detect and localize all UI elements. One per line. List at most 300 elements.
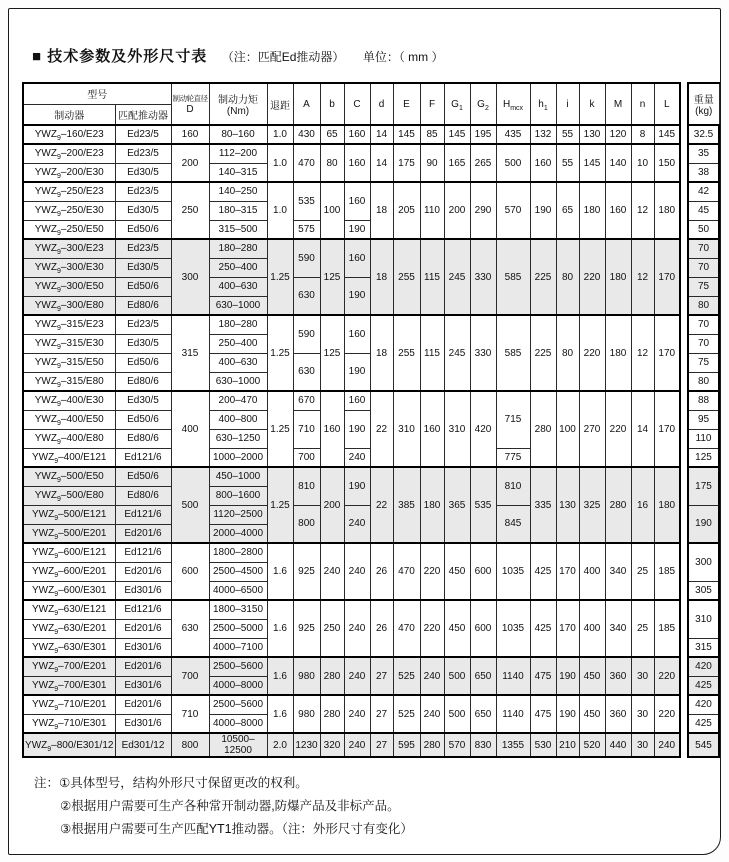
table-cell: 810 — [293, 467, 320, 505]
table-cell: 265 — [470, 144, 496, 182]
table-cell: 190 — [344, 353, 370, 391]
table-cell: Ed301/6 — [115, 638, 171, 657]
table-cell: Ed30/5 — [115, 258, 171, 277]
model-cell: $YWZ_9-300/E30$ — [23, 258, 115, 277]
table-cell: 315–500 — [209, 220, 267, 239]
table-cell: Ed80/6 — [115, 296, 171, 315]
table-cell: 4000–8000 — [209, 676, 267, 695]
table-cell: Ed30/5 — [115, 201, 171, 220]
column-header: 制动轮直径 D — [171, 83, 209, 125]
table-cell: 475 — [530, 695, 556, 733]
table-cell: 185 — [654, 600, 680, 657]
table-cell: 400 — [171, 391, 209, 467]
table-cell: 520 — [579, 733, 605, 757]
table-cell: 360 — [605, 657, 631, 695]
table-cell: 180 — [605, 315, 631, 391]
table-cell: 630 — [171, 600, 209, 657]
table-cell: 180–280 — [209, 239, 267, 258]
table-cell: 1.6 — [267, 695, 293, 733]
table-cell: 310 — [688, 600, 719, 638]
table-cell: Ed201/6 — [115, 657, 171, 676]
table-row — [23, 467, 719, 486]
table-cell: 35 — [688, 144, 719, 163]
column-header: k — [579, 83, 605, 125]
table-cell: 190 — [344, 467, 370, 505]
table-cell: 30 — [631, 733, 654, 757]
column-gap — [680, 448, 688, 467]
column-header: n — [631, 83, 654, 125]
table-row — [23, 543, 719, 562]
model-cell: $YWZ_9-315/E23$ — [23, 315, 115, 334]
table-cell: 160 — [530, 144, 556, 182]
column-header: 退距 — [267, 83, 293, 125]
table-cell: Ed121/6 — [115, 505, 171, 524]
table-cell: Ed50/6 — [115, 277, 171, 296]
table-cell: 26 — [370, 600, 393, 657]
table-cell: 715 — [496, 391, 530, 448]
table-cell: 175 — [688, 467, 719, 505]
table-cell: 1.6 — [267, 600, 293, 657]
table-cell: Ed23/5 — [115, 144, 171, 163]
model-cell: $YWZ_9-600/E301$ — [23, 581, 115, 600]
model-cell: $YWZ_9-300/E23$ — [23, 239, 115, 258]
column-gap — [680, 486, 688, 505]
table-cell: 10 — [631, 144, 654, 182]
table-cell: 220 — [579, 239, 605, 315]
table-cell: 650 — [470, 657, 496, 695]
table-row — [23, 695, 719, 714]
table-cell: 2500–5000 — [209, 619, 267, 638]
table-cell: 240 — [420, 657, 444, 695]
column-gap — [680, 733, 688, 757]
pusher-header: 匹配推动器 — [115, 104, 171, 125]
column-header: 重量 (kg) — [688, 83, 719, 125]
table-cell: 45 — [688, 201, 719, 220]
column-gap — [680, 220, 688, 239]
table-cell: 1800–3150 — [209, 600, 267, 619]
model-cell: $YWZ_9-600/E201$ — [23, 562, 115, 581]
table-cell: 305 — [688, 581, 719, 600]
table-cell: 12 — [631, 182, 654, 239]
header-row-1 — [23, 83, 719, 104]
table-cell: 280 — [320, 695, 344, 733]
column-gap — [680, 676, 688, 695]
table-cell: 50 — [688, 220, 719, 239]
table-cell: 310 — [393, 391, 420, 467]
table-cell: 170 — [654, 239, 680, 315]
table-cell: 195 — [470, 125, 496, 144]
table-cell: 180 — [654, 467, 680, 543]
table-cell: 240 — [344, 733, 370, 757]
table-cell: 470 — [393, 600, 420, 657]
column-gap — [680, 163, 688, 182]
table-cell: 160 — [344, 315, 370, 353]
table-cell: 160 — [605, 182, 631, 239]
table-cell: 190 — [688, 505, 719, 543]
column-gap — [680, 562, 688, 581]
table-cell: 90 — [420, 144, 444, 182]
table-cell: Ed80/6 — [115, 486, 171, 505]
table-cell: 95 — [688, 410, 719, 429]
table-cell: 16 — [631, 467, 654, 543]
column-header: b — [320, 83, 344, 125]
column-gap — [680, 182, 688, 201]
table-cell: 30 — [631, 657, 654, 695]
table-cell: 525 — [393, 695, 420, 733]
table-cell: 290 — [470, 182, 496, 239]
table-cell: 4000–7100 — [209, 638, 267, 657]
table-cell: 600 — [171, 543, 209, 600]
table-cell: 525 — [393, 657, 420, 695]
table-cell: Ed121/6 — [115, 448, 171, 467]
table-cell: 500 — [444, 657, 470, 695]
table-cell: Ed30/5 — [115, 163, 171, 182]
table-cell: 130 — [579, 125, 605, 144]
table-cell: 360 — [605, 695, 631, 733]
table-cell: 55 — [556, 144, 579, 182]
table-cell: 590 — [293, 239, 320, 277]
table-cell: 65 — [556, 182, 579, 239]
table-cell: 450 — [579, 657, 605, 695]
table-cell: 530 — [530, 733, 556, 757]
model-cell: $YWZ_9-400/E80$ — [23, 429, 115, 448]
column-header: i — [556, 83, 579, 125]
table-cell: 470 — [393, 543, 420, 600]
column-header: $H_{mcx}$ — [496, 83, 530, 125]
table-cell: 630–1250 — [209, 429, 267, 448]
table-cell: Ed201/6 — [115, 524, 171, 543]
table-cell: Ed121/6 — [115, 600, 171, 619]
table-cell: 800 — [171, 733, 209, 757]
model-cell: $YWZ_9-315/E50$ — [23, 353, 115, 372]
table-cell: 110 — [688, 429, 719, 448]
table-cell: 25 — [631, 543, 654, 600]
table-cell: 700 — [293, 448, 320, 467]
table-cell: Ed50/6 — [115, 467, 171, 486]
model-group-header: 型号 — [23, 83, 171, 104]
table-cell: 14 — [370, 144, 393, 182]
table-cell: 250–400 — [209, 334, 267, 353]
table-cell: 75 — [688, 277, 719, 296]
table-row — [23, 239, 719, 258]
table-cell: 145 — [579, 144, 605, 182]
table-cell: 500 — [171, 467, 209, 543]
table-cell: 170 — [654, 315, 680, 391]
table-cell: 630 — [293, 277, 320, 315]
table-cell: 700 — [171, 657, 209, 695]
table-cell: 2.0 — [267, 733, 293, 757]
table-cell: 250–400 — [209, 258, 267, 277]
column-header: d — [370, 83, 393, 125]
table-cell: 185 — [654, 543, 680, 600]
table-cell: 420 — [470, 391, 496, 467]
table-cell: 75 — [688, 353, 719, 372]
column-header: $G_2$ — [470, 83, 496, 125]
table-cell: 775 — [496, 448, 530, 467]
table-cell: 435 — [496, 125, 530, 144]
table-cell: 800 — [293, 505, 320, 543]
table-cell: 2500–5600 — [209, 695, 267, 714]
table-cell: Ed301/6 — [115, 676, 171, 695]
table-cell: 475 — [530, 657, 556, 695]
unit-label: 单位：（ mm ） — [362, 50, 444, 64]
table-cell: 190 — [344, 220, 370, 239]
model-cell: $YWZ_9-700/E201$ — [23, 657, 115, 676]
table-cell: 420 — [688, 695, 719, 714]
table-cell: 220 — [654, 657, 680, 695]
table-cell: 170 — [556, 543, 579, 600]
table-cell: 38 — [688, 163, 719, 182]
column-header: $G_1$ — [444, 83, 470, 125]
column-gap — [680, 315, 688, 334]
table-cell: 1140 — [496, 695, 530, 733]
table-cell: 1.6 — [267, 543, 293, 600]
table-cell: Ed80/6 — [115, 429, 171, 448]
table-cell: 650 — [470, 695, 496, 733]
table-cell: 335 — [530, 467, 556, 543]
table-cell: 1355 — [496, 733, 530, 757]
table-cell: 470 — [293, 144, 320, 182]
column-header: C — [344, 83, 370, 125]
table-cell: 8 — [631, 125, 654, 144]
table-cell: 425 — [688, 714, 719, 733]
table-cell: Ed50/6 — [115, 220, 171, 239]
table-cell: 30 — [631, 695, 654, 733]
table-cell: 125 — [320, 315, 344, 391]
table-cell: 630–1000 — [209, 296, 267, 315]
table-cell: 180–315 — [209, 201, 267, 220]
column-gap — [680, 201, 688, 220]
table-cell: 2500–5600 — [209, 657, 267, 676]
table-cell: 130 — [556, 467, 579, 543]
table-cell: 140–250 — [209, 182, 267, 201]
model-cell: $YWZ_9-400/E121$ — [23, 448, 115, 467]
table-cell: 27 — [370, 695, 393, 733]
table-cell: 450–1000 — [209, 467, 267, 486]
table-cell: 140 — [605, 144, 631, 182]
table-cell: 88 — [688, 391, 719, 410]
table-header — [23, 83, 719, 125]
model-cell: $YWZ_9-500/E121$ — [23, 505, 115, 524]
spec-table — [22, 82, 720, 758]
table-cell: 210 — [556, 733, 579, 757]
column-gap — [680, 638, 688, 657]
table-cell: 150 — [654, 144, 680, 182]
table-cell: 225 — [530, 315, 556, 391]
note-line-3: ③根据用户需要可生产匹配YT1推动器。（注：外形尺寸有变化） — [60, 822, 413, 837]
table-cell: 1140 — [496, 657, 530, 695]
table-cell: 400 — [579, 543, 605, 600]
model-cell: $YWZ_9-700/E301$ — [23, 676, 115, 695]
column-gap — [680, 657, 688, 676]
table-cell: 1000–2000 — [209, 448, 267, 467]
table-cell: 925 — [293, 543, 320, 600]
table-cell: 125 — [688, 448, 719, 467]
table-cell: 255 — [393, 239, 420, 315]
table-cell: 595 — [393, 733, 420, 757]
column-gap — [680, 467, 688, 486]
table-cell: 1800–2800 — [209, 543, 267, 562]
table-cell: 925 — [293, 600, 320, 657]
table-cell: 132 — [530, 125, 556, 144]
column-header: E — [393, 83, 420, 125]
table-cell: 710 — [293, 410, 320, 448]
table-cell: 240 — [344, 505, 370, 543]
table-cell: 22 — [370, 467, 393, 543]
table-cell: 710 — [171, 695, 209, 733]
table-cell: 145 — [393, 125, 420, 144]
table-cell: 145 — [444, 125, 470, 144]
table-cell: 1035 — [496, 543, 530, 600]
table-cell: 205 — [393, 182, 420, 239]
table-cell: 120 — [605, 125, 631, 144]
table-cell: 4000–6500 — [209, 581, 267, 600]
table-cell: 200 — [444, 182, 470, 239]
table-cell: 1.25 — [267, 315, 293, 391]
table-cell: 1.0 — [267, 144, 293, 182]
model-cell: $YWZ_9-250/E50$ — [23, 220, 115, 239]
table-cell: 270 — [579, 391, 605, 467]
table-cell: 590 — [293, 315, 320, 353]
table-cell: 180 — [420, 467, 444, 543]
table-cell: 18 — [370, 315, 393, 391]
table-cell: 1.25 — [267, 239, 293, 315]
table-cell: 325 — [579, 467, 605, 543]
model-cell: $YWZ_9-400/E50$ — [23, 410, 115, 429]
table-cell: 240 — [420, 695, 444, 733]
table-cell: 245 — [444, 239, 470, 315]
table-cell: 25 — [631, 600, 654, 657]
table-cell: 80 — [688, 372, 719, 391]
table-cell: 160 — [320, 391, 344, 467]
column-gap — [680, 429, 688, 448]
table-cell: 845 — [496, 505, 530, 543]
table-cell: 27 — [370, 657, 393, 695]
column-gap — [680, 372, 688, 391]
table-cell: 240 — [344, 600, 370, 657]
table-cell: 12 — [631, 315, 654, 391]
model-cell: $YWZ_9-315/E80$ — [23, 372, 115, 391]
table-cell: 115 — [420, 239, 444, 315]
table-cell: 420 — [688, 657, 719, 676]
table-cell: 630 — [293, 353, 320, 391]
model-cell: $YWZ_9-300/E50$ — [23, 277, 115, 296]
model-cell: $YWZ_9-630/E301$ — [23, 638, 115, 657]
table-cell: 240 — [320, 543, 344, 600]
table-cell: 180 — [654, 182, 680, 239]
table-cell: 400–800 — [209, 410, 267, 429]
table-cell: 190 — [556, 657, 579, 695]
table-cell: 160 — [171, 125, 209, 144]
table-cell: Ed50/6 — [115, 353, 171, 372]
table-cell: 160 — [344, 239, 370, 277]
column-gap — [680, 83, 688, 125]
table-cell: 810 — [496, 467, 530, 505]
table-cell: 160 — [344, 144, 370, 182]
table-cell: 1230 — [293, 733, 320, 757]
column-header: F — [420, 83, 444, 125]
table-cell: 585 — [496, 239, 530, 315]
table-cell: Ed121/6 — [115, 543, 171, 562]
model-cell: $YWZ_9-710/E301$ — [23, 714, 115, 733]
table-cell: 70 — [688, 239, 719, 258]
model-cell: $YWZ_9-300/E80$ — [23, 296, 115, 315]
table-cell: 80–160 — [209, 125, 267, 144]
table-cell: Ed201/6 — [115, 619, 171, 638]
table-row — [23, 391, 719, 410]
table-cell: Ed201/6 — [115, 695, 171, 714]
table-cell: 26 — [370, 543, 393, 600]
table-row — [23, 657, 719, 676]
table-cell: 160 — [420, 391, 444, 467]
column-gap — [680, 353, 688, 372]
table-cell: 175 — [393, 144, 420, 182]
table-cell: 55 — [556, 125, 579, 144]
table-cell: 200 — [320, 467, 344, 543]
model-cell: $YWZ_9-710/E201$ — [23, 695, 115, 714]
table-cell: 14 — [370, 125, 393, 144]
table-cell: 830 — [470, 733, 496, 757]
table-cell: 85 — [420, 125, 444, 144]
table-cell: Ed50/6 — [115, 410, 171, 429]
table-cell: 170 — [654, 391, 680, 467]
table-cell: Ed23/5 — [115, 125, 171, 144]
table-row — [23, 733, 719, 757]
table-cell: 1.25 — [267, 391, 293, 467]
table-cell: 240 — [654, 733, 680, 757]
table-row — [23, 144, 719, 163]
table-row — [23, 182, 719, 201]
table-cell: 65 — [320, 125, 344, 144]
table-cell: 70 — [688, 258, 719, 277]
table-cell: 170 — [556, 600, 579, 657]
column-gap — [680, 391, 688, 410]
model-cell: $YWZ_9-250/E30$ — [23, 201, 115, 220]
table-cell: 545 — [688, 733, 719, 757]
table-cell: 2000–4000 — [209, 524, 267, 543]
table-cell: 315 — [688, 638, 719, 657]
table-cell: 1.0 — [267, 182, 293, 239]
table-row — [23, 600, 719, 619]
table-cell: 27 — [370, 733, 393, 757]
column-header: L — [654, 83, 680, 125]
table-cell: 245 — [444, 315, 470, 391]
table-cell: 280 — [605, 467, 631, 543]
table-cell: 180–280 — [209, 315, 267, 334]
table-cell: 280 — [420, 733, 444, 757]
model-cell: $YWZ_9-600/E121$ — [23, 543, 115, 562]
table-cell: 160 — [344, 125, 370, 144]
table-cell: Ed30/5 — [115, 334, 171, 353]
table-cell: 240 — [344, 695, 370, 733]
column-gap — [680, 144, 688, 163]
model-cell: $YWZ_9-630/E121$ — [23, 600, 115, 619]
column-gap — [680, 410, 688, 429]
model-cell: $YWZ_9-400/E30$ — [23, 391, 115, 410]
column-header: M — [605, 83, 631, 125]
table-cell: Ed201/6 — [115, 562, 171, 581]
table-cell: 575 — [293, 220, 320, 239]
model-cell: $YWZ_9-630/E201$ — [23, 619, 115, 638]
table-cell: 80 — [320, 144, 344, 182]
table-cell: 165 — [444, 144, 470, 182]
table-cell: 535 — [293, 182, 320, 220]
column-gap — [680, 543, 688, 562]
table-cell: 425 — [688, 676, 719, 695]
table-cell: 80 — [556, 315, 579, 391]
table-cell: 240 — [344, 448, 370, 467]
table-cell: 400–630 — [209, 277, 267, 296]
